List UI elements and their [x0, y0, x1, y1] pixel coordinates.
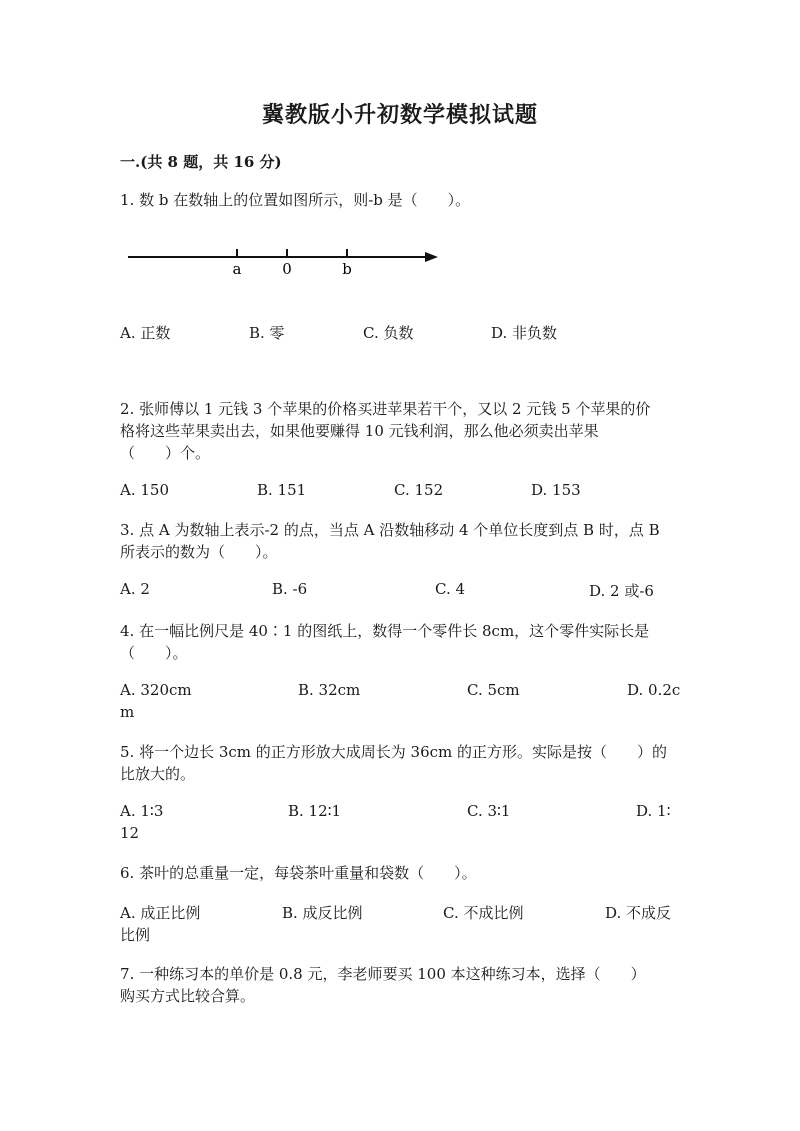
number-line-figure: [120, 238, 450, 280]
q1-option-b: B. 零: [249, 324, 285, 342]
question-3-line-2: 所表示的数为（ ）。: [120, 543, 278, 561]
q5-option-a: A. 1∶3: [120, 802, 164, 820]
q1-option-c: C. 负数: [363, 324, 414, 342]
q5-option-b: B. 12∶1: [288, 802, 342, 820]
question-2-line-1: 2. 张师傅以 1 元钱 3 个苹果的价格买进苹果若干个，又以 2 元钱 5 个苹果的价: [120, 400, 651, 418]
q2-option-c: C. 152: [394, 481, 444, 499]
question-3-line-1: 3. 点 A 为数轴上表示-2 的点，当点 A 沿数轴移动 4 个单位长度到点 B 时，点 B: [120, 521, 660, 539]
q3-option-d: D. 2 或-6: [589, 582, 654, 600]
question-4-line-1: 4. 在一幅比例尺是 40∶1 的图纸上，数得一个零件长 8cm，这个零件实际长是: [120, 622, 650, 640]
question-4-line-2: （ ）。: [120, 644, 188, 662]
q1-option-a: A. 正数: [120, 324, 171, 342]
q2-option-a: A. 150: [120, 481, 169, 499]
q5-option-d: D. 1∶: [636, 802, 671, 820]
question-7-line-1: 7. 一种练习本的单价是 0.8 元，李老师要买 100 本这种练习本，选择（ ）: [120, 965, 646, 983]
section-header: 一.(共 8 题，共 16 分): [120, 153, 282, 171]
q1-option-d: D. 非负数: [491, 324, 558, 342]
q4-option-a: A. 320cm: [120, 681, 192, 699]
q3-option-a: A. 2: [120, 580, 150, 598]
question-5-line-1: 5. 将一个边长 3cm 的正方形放大成周长为 36cm 的正方形。实际是按（ ）的: [120, 743, 668, 761]
q3-option-c: C. 4: [435, 580, 466, 598]
q6-option-d: D. 不成反: [605, 904, 672, 922]
arrow-head-icon: [425, 252, 438, 262]
q5-option-c: C. 3∶1: [467, 802, 511, 820]
question-2-line-3: （ ）个。: [120, 444, 211, 462]
q2-option-b: B. 151: [257, 481, 307, 499]
question-2-line-2: 格将这些苹果卖出去，如果他要赚得 10 元钱利润，那么他必须卖出苹果: [120, 422, 599, 440]
question-7-line-2: 购买方式比较合算。: [120, 987, 256, 1005]
question-6-text: 6. 茶叶的总重量一定，每袋茶叶重量和袋数（ ）。: [120, 864, 477, 882]
q4-option-d: D. 0.2c: [627, 681, 681, 699]
q3-option-b: B. -6: [272, 580, 308, 598]
question-1-text: 1. 数 b 在数轴上的位置如图所示，则-b 是（ ）。: [120, 191, 471, 209]
q4-option-b: B. 32cm: [298, 681, 361, 699]
q2-option-d: D. 153: [531, 481, 581, 499]
q6-option-a: A. 成正比例: [120, 904, 201, 922]
q6-option-d-wrap: 比例: [120, 926, 151, 944]
page-title: 冀教版小升初数学模拟试题: [261, 102, 538, 128]
tick-label-a: a: [232, 260, 242, 278]
q4-option-d-wrap: m: [120, 703, 135, 721]
q6-option-c: C. 不成比例: [443, 904, 524, 922]
tick-label-b: b: [342, 260, 352, 278]
q4-option-c: C. 5cm: [467, 681, 520, 699]
q5-option-d-wrap: 12: [120, 824, 140, 842]
question-5-line-2: 比放大的。: [120, 765, 196, 783]
tick-label-0: 0: [282, 260, 292, 278]
q6-option-b: B. 成反比例: [282, 904, 363, 922]
